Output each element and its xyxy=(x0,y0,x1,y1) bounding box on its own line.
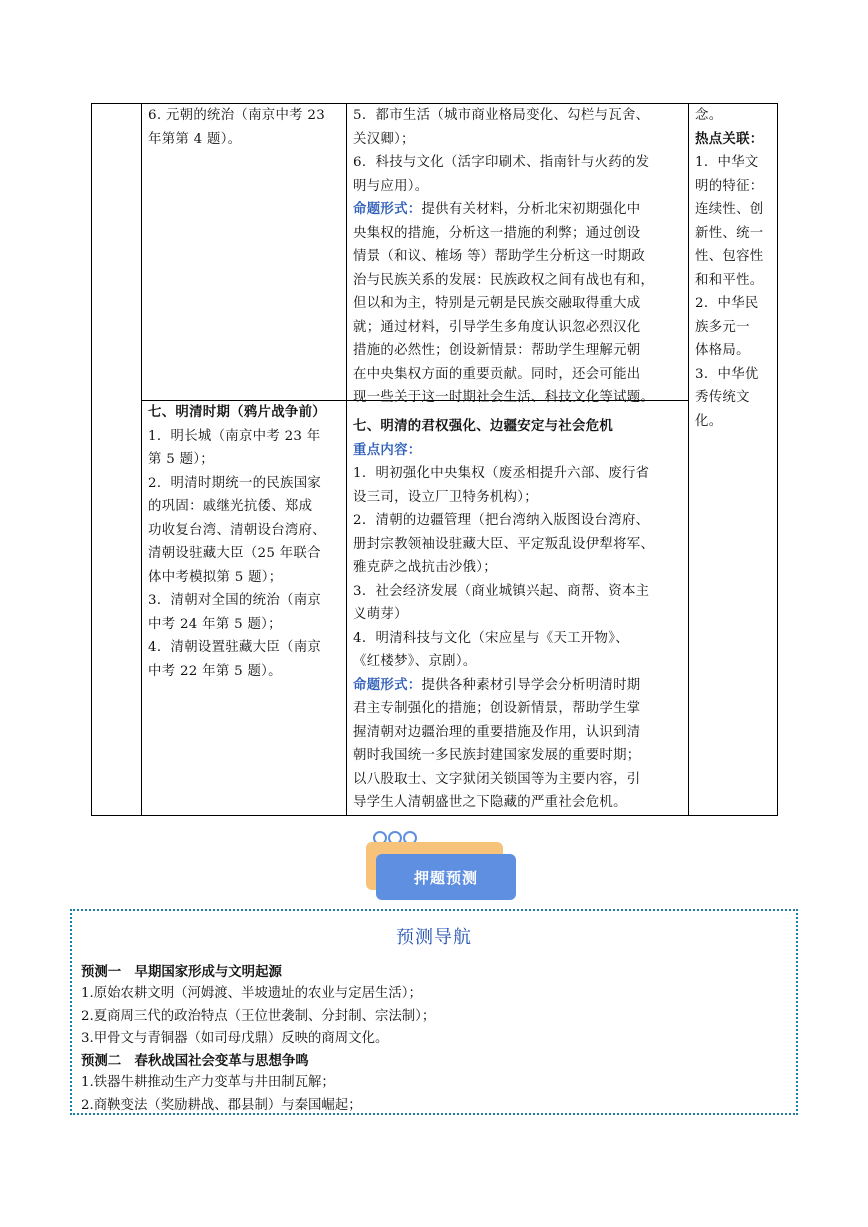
row2-col3-line: 册封宗教领袖设驻藏大臣、平定叛乱设伊犁将军、 xyxy=(353,536,655,552)
row2-col3-line: 2．清朝的边疆管理（把台湾纳入版图设台湾府、 xyxy=(353,513,650,528)
prediction-item: 3.甲骨文与青铜器（如司母戊鼎）反映的商周文化。 xyxy=(81,1030,389,1046)
row1-col2-cell xyxy=(148,104,343,151)
row2-col2-line: 中考 22 年第 5 题）。 xyxy=(148,663,282,679)
row2-col2-line: 2．明清时期统一的民族国家 xyxy=(148,475,322,491)
form-label: 命题形式： xyxy=(353,201,422,217)
row2-col3-line: 4．明清科技与文化（宋应星与《天工开物》、 xyxy=(353,630,629,646)
table-divider-1 xyxy=(141,103,142,816)
col4-line: 体格局。 xyxy=(695,343,750,358)
prediction-heading: 预测一 早期国家形成与文明起源 xyxy=(81,964,282,980)
key-content-label: 重点内容： xyxy=(353,441,422,458)
table-border-right xyxy=(777,103,778,816)
col4-line: 1．中华文 xyxy=(695,155,759,170)
row2-col2-line: 第 5 题）； xyxy=(148,452,214,467)
hot-topic-label: 热点关联： xyxy=(695,130,764,147)
row1-form-line: 就；通过材料，引导学生多角度认识忽必烈汉化 xyxy=(353,319,641,335)
row1-form-line: 但以和为主，特别是元朝是民族交融取得重大成 xyxy=(353,296,641,311)
col4-line: 明的特征： xyxy=(695,178,764,194)
row2-col3-line: 1．明初强化中央集权（废丞相提升六部、废行省 xyxy=(353,466,650,481)
prediction-lines xyxy=(81,961,781,1117)
row1-col3-line: 6．科技与文化（活字印刷术、指南针与火药的发 xyxy=(353,155,650,170)
row1-col3-line: 关汉卿）； xyxy=(353,131,415,147)
prediction-item: 2.夏商周三代的政治特点（王位世袭制、分封制、宗法制）； xyxy=(81,1008,436,1024)
row2-col3-line: 《红楼梦》、京剧）。 xyxy=(353,654,477,669)
row2-col3-line: 雅克萨之战抗击沙俄）； xyxy=(353,560,497,575)
row2-form-line: 以八股取士、文字狱闭关锁国等为主要内容，引 xyxy=(353,771,641,787)
row1-form-line: 现一些关于这一时期社会生活、科技文化等试题。 xyxy=(353,390,655,405)
prediction-item: 1.原始农耕文明（河姆渡、半坡遗址的农业与定居生活）； xyxy=(81,986,422,1002)
row1-form-line: 措施的必然性；创设新情景：帮助学生理解元朝 xyxy=(353,343,641,358)
row2-form-line: 命题形式：提供各种素材引导学会分析明清时期 xyxy=(353,676,641,693)
row1-col3-line: 明与应用）。 xyxy=(353,178,429,194)
row2-form-line: 握清朝对边疆治理的重要措施及作用，认识到清 xyxy=(353,724,641,740)
row1-col2-line: 年第第 4 题）。 xyxy=(148,131,242,147)
prediction-title: 预测导航 xyxy=(396,927,472,948)
row2-col2-line: 4．清朝设置驻藏大臣（南京 xyxy=(148,640,322,655)
row1-form-line: 央集权的措施，分析这一措施的利弊；通过创设 xyxy=(353,225,641,241)
col4-line: 和和平性。 xyxy=(695,272,764,288)
row2-col2-line: 体中考模拟第 5 题）； xyxy=(148,569,283,585)
form-label: 命题形式： xyxy=(353,676,422,693)
prediction-item: 2.商鞅变法（奖励耕战、郡县制）与秦国崛起； xyxy=(81,1097,362,1113)
row2-col2-line: 清朝设驻藏大臣（25 年联合 xyxy=(148,546,321,561)
prediction-heading: 预测二 春秋战国社会变革与思想争鸣 xyxy=(81,1053,309,1070)
row2-col2-line: 功收复台湾、清朝设台湾府、 xyxy=(148,522,326,538)
row2-col3-title: 七、明清的君权强化、边疆安定与社会危机 xyxy=(353,418,614,434)
table-border-left xyxy=(91,103,92,816)
col4-line: 念。 xyxy=(695,108,723,123)
row2-col2-line: 的巩固：戚继光抗倭、郑成 xyxy=(148,499,313,514)
row2-col3-cell xyxy=(353,415,687,815)
row2-col2-line: 1．明长城（南京中考 23 年 xyxy=(148,428,321,444)
row2-form-line: 君主专制强化的措施；创设新情景，帮助学生掌 xyxy=(353,701,641,716)
badge-label: 押题预测 xyxy=(376,854,516,900)
table-divider-2 xyxy=(346,103,347,816)
col4-line: 秀传统文 xyxy=(695,390,750,405)
col4-line: 化。 xyxy=(695,413,723,429)
row1-col3-line: 5．都市生活（城市商业格局变化、勾栏与瓦舍、 xyxy=(353,108,650,123)
row2-col2-title: 七、明清时期（鸦片战争前） xyxy=(148,404,326,420)
row1-form-line: 命题形式：提供有关材料，分析北宋初期强化中 xyxy=(353,201,641,217)
prediction-nav-box xyxy=(70,909,798,1115)
row2-col2-line: 3．清朝对全国的统治（南京 xyxy=(148,593,322,608)
curriculum-table xyxy=(91,103,778,816)
col4-line: 族多元一 xyxy=(695,319,750,335)
row2-col2-line: 中考 24 年第 5 题）； xyxy=(148,616,282,632)
row2-form-line: 导学生人清朝盛世之下隐藏的严重社会危机。 xyxy=(353,795,627,810)
row2-col3-line: 义萌芽） xyxy=(353,607,408,622)
row2-col3-line: 设三司，设立厂卫特务机构）； xyxy=(353,489,538,505)
row1-form-line: 情景（和议、榷场 等）帮助学生分析这一时期政 xyxy=(353,249,646,264)
row2-col3-line: 3．社会经济发展（商业城镇兴起、商帮、资本主 xyxy=(353,583,650,599)
col4-line: 2．中华民 xyxy=(695,296,759,311)
prediction-badge xyxy=(358,828,518,908)
row1-col3-cell xyxy=(353,104,687,410)
col4-line: 性、包容性 xyxy=(695,249,764,264)
row2-form-line: 朝时我国统一多民族封建国家发展的重要时期； xyxy=(353,748,641,763)
row2-col2-cell xyxy=(148,401,344,683)
row1-col2-line: 6. 元朝的统治（南京中考 23 xyxy=(148,108,326,123)
prediction-item: 1.铁器牛耕推动生产力变革与井田制瓦解； xyxy=(81,1075,335,1091)
row1-form-line: 治与民族关系的发展：民族政权之间有战也有和， xyxy=(353,272,655,288)
row1-form-line: 在中央集权方面的重要贡献。同时，还会可能出 xyxy=(353,366,641,382)
col4-cell xyxy=(695,104,775,433)
col4-line: 新性、统一 xyxy=(695,225,764,241)
table-divider-3 xyxy=(688,103,689,816)
col4-line: 连续性、创 xyxy=(695,202,764,217)
table-border-bottom xyxy=(91,815,778,816)
col4-line: 3．中华优 xyxy=(695,366,759,382)
